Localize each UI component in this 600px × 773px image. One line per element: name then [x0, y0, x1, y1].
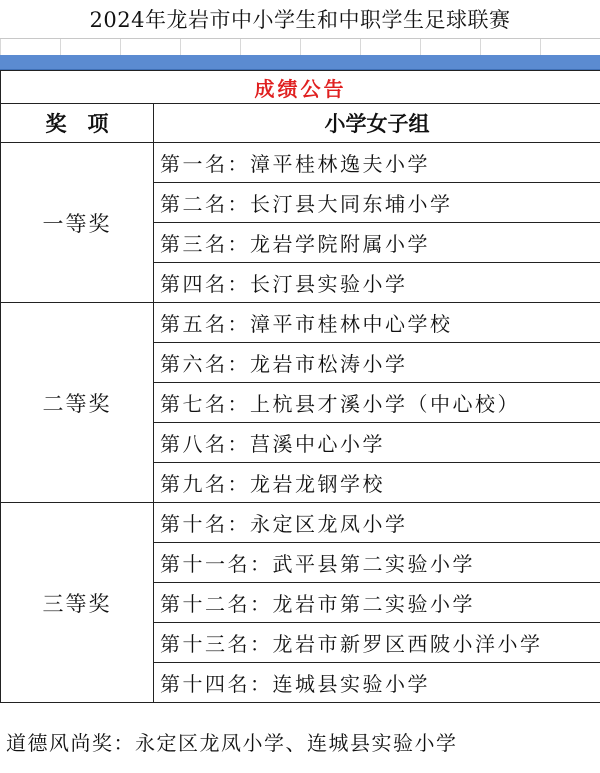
rank-label: 第十名：	[160, 512, 250, 536]
group-column-header: 小学女子组	[154, 104, 600, 143]
rank-label: 第六名：	[160, 352, 250, 376]
rank-cell	[154, 383, 600, 423]
rank-label: 第八名：	[160, 432, 250, 456]
header-color-bar	[0, 55, 600, 70]
school-name: 龙岩市松涛小学	[250, 352, 408, 376]
rank-label: 第三名：	[160, 232, 250, 256]
school-name: 龙岩学院附属小学	[250, 232, 430, 256]
rank-cell	[154, 503, 600, 543]
school-name: 龙岩市第二实验小学	[272, 592, 475, 616]
award-column-header: 奖 项	[1, 104, 154, 143]
school-name: 莒溪中心小学	[250, 432, 385, 456]
school-name: 长汀县实验小学	[250, 272, 408, 296]
rank-cell	[154, 663, 600, 703]
school-name: 上杭县才溪小学（中心校）	[250, 392, 520, 416]
school-name: 漳平市桂林中心学校	[250, 312, 453, 336]
spreadsheet-gridline-row	[0, 38, 600, 55]
school-name: 连城县实验小学	[272, 672, 430, 696]
rank-label: 第五名：	[160, 312, 250, 336]
rank-label: 第九名：	[160, 472, 250, 496]
result-row	[1, 303, 600, 343]
rank-label: 第十三名：	[160, 632, 273, 656]
rank-label: 第四名：	[160, 272, 250, 296]
award-level-cell: 二等奖	[1, 303, 154, 503]
rank-cell	[154, 583, 600, 623]
notice-heading: 成绩公告	[1, 71, 600, 104]
rank-label: 第七名：	[160, 392, 250, 416]
rank-cell	[154, 343, 600, 383]
rank-label: 第十四名：	[160, 672, 273, 696]
rank-cell	[154, 423, 600, 463]
rank-label: 第二名：	[160, 192, 250, 216]
award-level-cell: 三等奖	[1, 503, 154, 703]
results-table	[0, 70, 600, 703]
rank-cell	[154, 223, 600, 263]
rank-cell	[154, 303, 600, 343]
sportsmanship-award: 道德风尚奖：永定区龙凤小学、连城县实验小学	[6, 731, 458, 755]
rank-label: 第十二名：	[160, 592, 273, 616]
header-row	[1, 104, 600, 143]
result-row	[1, 503, 600, 543]
rank-cell	[154, 143, 600, 183]
award-level-cell: 一等奖	[1, 143, 154, 303]
rank-label: 第一名：	[160, 152, 250, 176]
school-name: 漳平桂林逸夫小学	[250, 152, 430, 176]
rank-cell	[154, 463, 600, 503]
school-name: 永定区龙凤小学	[250, 512, 408, 536]
school-name: 龙岩市新罗区西陂小洋小学	[272, 632, 543, 656]
result-row	[1, 143, 600, 183]
school-name: 长汀县大同东埔小学	[250, 192, 453, 216]
school-name: 龙岩龙钢学校	[250, 472, 385, 496]
page-title: 2024年龙岩市中小学生和中职学生足球联赛	[89, 8, 511, 32]
rank-cell	[154, 183, 600, 223]
rank-label: 第十一名：	[160, 552, 273, 576]
school-name: 武平县第二实验小学	[272, 552, 475, 576]
notice-row	[1, 71, 600, 104]
rank-cell	[154, 543, 600, 583]
rank-cell	[154, 263, 600, 303]
rank-cell	[154, 623, 600, 663]
